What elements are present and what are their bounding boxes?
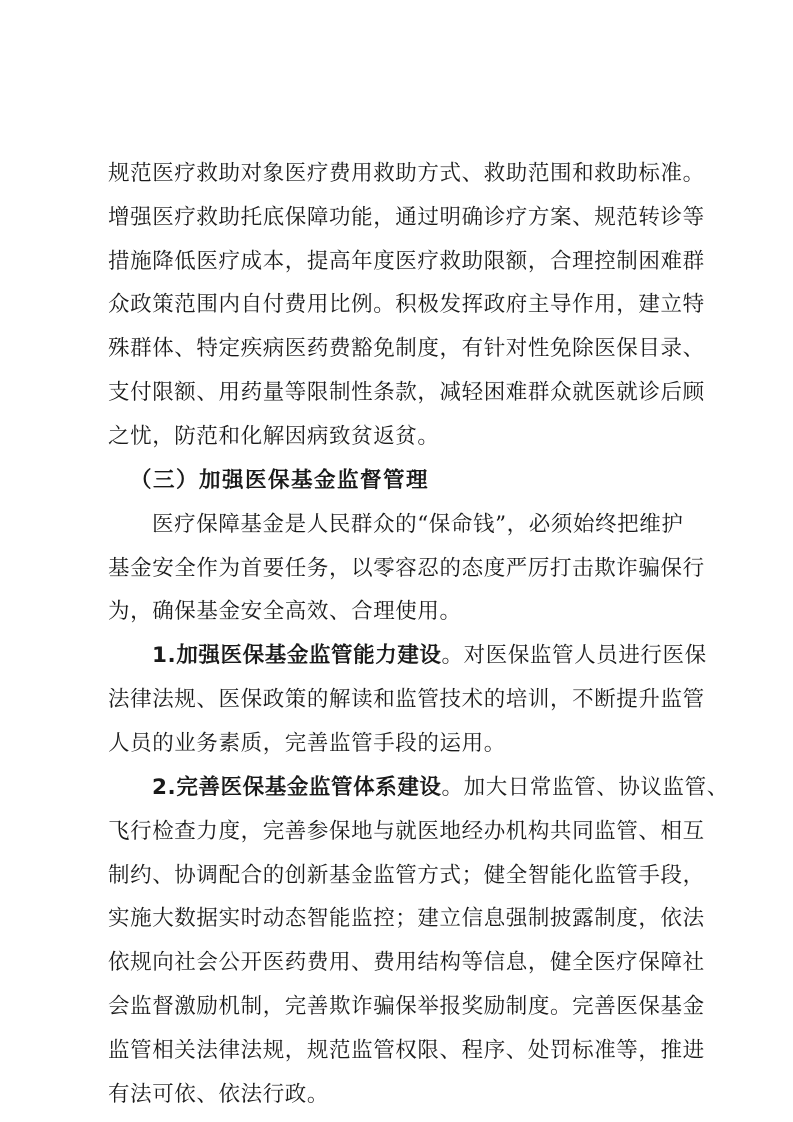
paragraph-line: 殊群体、特定疾病医药费豁免制度，有针对性免除医保目录、	[108, 336, 705, 361]
paragraph-line: 增强医疗救助托底保障功能，通过明确诊疗方案、规范转诊等	[108, 205, 705, 230]
paragraph-line: 众政策范围内自付费用比例。积极发挥政府主导作用，建立特	[108, 292, 705, 317]
item-1-text: 。对医保监管人员进行医保	[441, 643, 707, 668]
paragraph-line: 之忧，防范和化解因病致贫返贫。	[108, 424, 440, 449]
paragraph-line: 实施大数据实时动态智能监控；建立信息强制披露制度，依法	[108, 906, 705, 931]
paragraph-line: 依规向社会公开医药费用、费用结构等信息，健全医疗保障社	[108, 950, 705, 975]
item-1-first-line	[152, 645, 707, 667]
paragraph-line: 规范医疗救助对象医疗费用救助方式、救助范围和救助标准。	[108, 161, 705, 186]
paragraph-line: 措施降低医疗成本，提高年度医疗救助限额，合理控制困难群	[108, 249, 705, 274]
paragraph-line: 为，确保基金安全高效、合理使用。	[108, 599, 462, 624]
paragraph-line: 会监督激励机制，完善欺诈骗保举报奖励制度。完善医保基金	[108, 994, 705, 1019]
paragraph-line: 医疗保障基金是人民群众的“保命钱”，必须始终把维护	[152, 512, 684, 537]
paragraph-line: 有法可依、依法行政。	[108, 1082, 330, 1107]
paragraph-line: 监管相关法律法规，规范监管权限、程序、处罚标准等，推进	[108, 1038, 705, 1063]
item-1-title: 1.加强医保基金监管能力建设	[152, 643, 442, 668]
section-heading: （三）加强医保基金监督管理	[130, 468, 430, 493]
paragraph-line: 人员的业务素质，完善监管手段的运用。	[108, 731, 506, 756]
paragraph-line: 飞行检查力度，完善参保地与就医地经办机构共同监管、相互	[108, 819, 705, 844]
paragraph-line: 基金安全作为首要任务，以零容忍的态度严厉打击欺诈骗保行	[108, 556, 705, 581]
item-2-text: 。加大日常监管、协议监管、	[441, 775, 729, 800]
paragraph-line: 支付限额、用药量等限制性条款，减轻困难群众就医就诊后顾	[108, 380, 705, 405]
item-2-title: 2.完善医保基金监管体系建设	[152, 775, 442, 800]
item-2-first-line	[152, 777, 729, 799]
paragraph-line: 制约、协调配合的创新基金监管方式；健全智能化监管手段，	[108, 863, 705, 888]
paragraph-line: 法律法规、医保政策的解读和监管技术的培训，不断提升监管	[108, 687, 705, 712]
